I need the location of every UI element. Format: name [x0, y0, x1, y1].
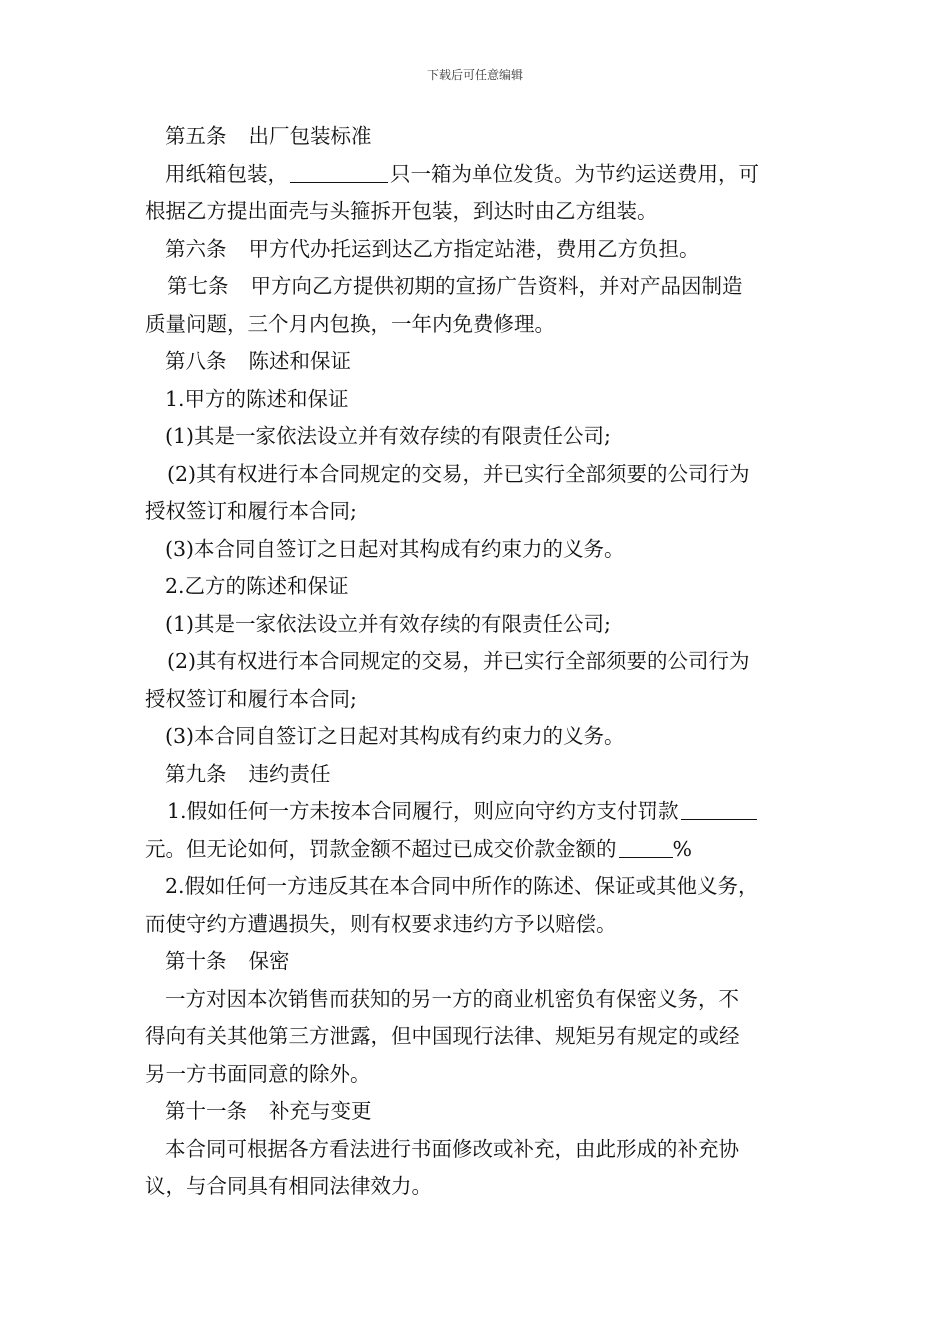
article-5-text-line: 用纸箱包装， 只一箱为单位发货。为节约运送费用，可	[165, 161, 759, 186]
clause-line: 2.假如任何一方违反其在本合同中所作的陈述、保证或其他义务，	[165, 874, 759, 898]
blank-field	[619, 835, 673, 858]
article-5-text-line: 根据乙方提出面壳与头箍拆开包装，到达时由乙方组装。	[145, 199, 658, 223]
blank-field	[681, 797, 757, 820]
article-number: 第九条	[165, 761, 227, 786]
article-10-heading	[145, 943, 810, 981]
clause-line: (1)其是一家依法设立并有效存续的有限责任公司;	[165, 611, 611, 636]
contract-body	[145, 118, 810, 1206]
article-number: 第七条	[167, 274, 229, 298]
article-8-heading	[145, 343, 810, 381]
clause-line: (2)其有权进行本合同规定的交易，并已实行全部须要的公司行为	[167, 649, 750, 673]
article-title: 补充与变更	[269, 1099, 372, 1123]
clause-line: 本合同可根据各方看法进行书面修改或补充，由此形成的补充协	[165, 1136, 739, 1161]
clause-line: 另一方书面同意的除外。	[145, 1061, 371, 1086]
page-header: 下载后可任意编辑	[426, 68, 523, 82]
clause-line: (3)本合同自签订之日起对其构成有约束力的义务。	[165, 536, 625, 561]
article-number: 第十一条	[165, 1099, 247, 1123]
article-title: 出厂包装标准	[248, 124, 372, 148]
clause-line: 1.假如任何一方未按本合同履行，则应向守约方支付罚款	[145, 793, 810, 831]
article-number: 第十条	[165, 949, 227, 973]
clause-line: 1.甲方的陈述和保证	[165, 386, 349, 411]
blank-field	[290, 160, 388, 183]
clause-line: 授权签订和履行本合同;	[145, 686, 357, 711]
article-number: 第八条	[165, 349, 227, 373]
clause-line: (3)本合同自签订之日起对其构成有约束力的义务。	[165, 724, 625, 748]
clause-line: 议，与合同具有相同法律效力。	[145, 1174, 432, 1198]
clause-line: (2)其有权进行本合同规定的交易，并已实行全部须要的公司行为	[167, 461, 750, 486]
clause-line: 而使守约方遭遇损失，则有权要求违约方予以赔偿。	[145, 911, 617, 936]
article-6-heading	[145, 231, 810, 269]
clause-line: 得向有关其他第三方泄露，但中国现行法律、规矩另有规定的或经	[145, 1024, 740, 1048]
article-5-heading	[145, 118, 810, 156]
article-number: 第五条	[165, 124, 227, 148]
article-text: 甲方代办托运到达乙方指定站港，费用乙方负担。	[248, 236, 700, 261]
article-title: 陈述和保证	[248, 349, 351, 373]
article-title: 保密	[248, 949, 290, 973]
clause-line: 2.乙方的陈述和保证	[165, 574, 349, 598]
article-title: 违约责任	[248, 761, 331, 786]
article-number: 第六条	[165, 236, 227, 261]
clause-line: (1)其是一家依法设立并有效存续的有限责任公司;	[165, 424, 611, 448]
clause-line: 一方对因本次销售而获知的另一方的商业机密负有保密义务，不	[165, 986, 739, 1011]
article-7-text-line: 质量问题，三个月内包换，一年内免费修理。	[145, 311, 555, 336]
article-9-heading	[145, 756, 810, 794]
article-text: 甲方向乙方提供初期的宣扬广告资料，并对产品因制造	[250, 274, 743, 298]
clause-line: 授权签订和履行本合同;	[145, 499, 357, 523]
article-11-heading	[145, 1093, 810, 1131]
clause-line: 元。但无论如何，罚款金额不超过已成交价款金额的 %	[145, 836, 692, 861]
article-7-heading	[145, 268, 810, 306]
